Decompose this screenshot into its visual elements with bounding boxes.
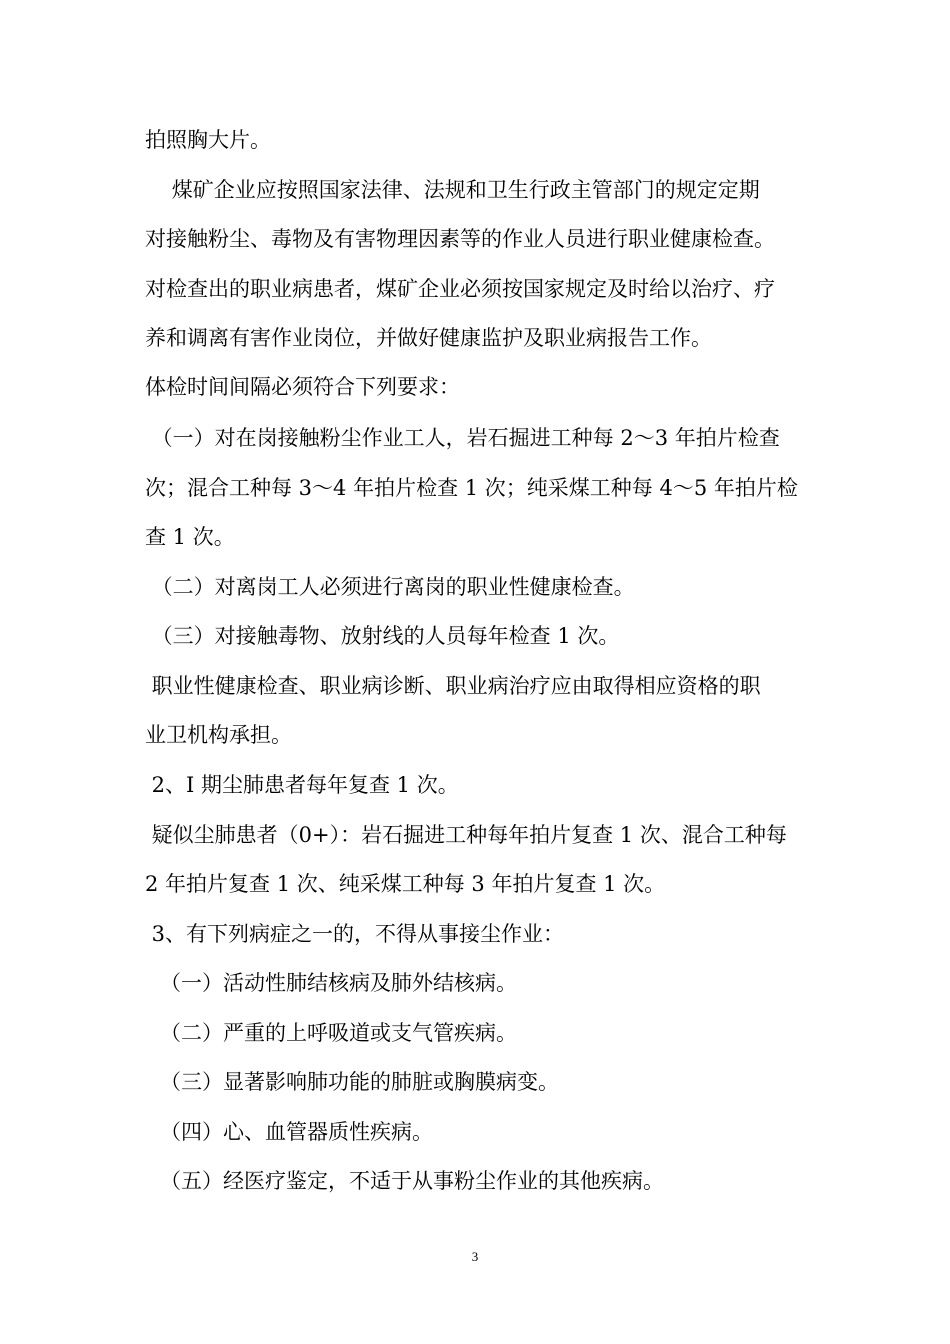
text-line: 煤矿企业应按照国家法律、法规和卫生行政主管部门的规定定期: [145, 178, 760, 202]
text-line: （三）显著影响肺功能的肺脏或胸膜病变。: [160, 1070, 559, 1094]
text-line: 对检查出的职业病患者，煤矿企业必须按国家规定及时给以治疗、疗: [145, 277, 775, 301]
text-line: 养和调离有害作业岗位，并做好健康监护及职业病报告工作。: [145, 326, 712, 350]
text-line: 职业性健康检查、职业病诊断、职业病治疗应由取得相应资格的职: [145, 674, 761, 698]
text-line: 3、有下列病症之一的，不得从事接尘作业：: [145, 922, 565, 946]
text-line: 2 年拍片复查 1 次、纯采煤工种每 3 年拍片复查 1 次。: [145, 872, 666, 896]
text-line: 疑似尘肺患者（0+）：岩石掘进工种每年拍片复查 1 次、混合工种每: [145, 823, 787, 847]
text-line: 拍照胸大片。: [145, 128, 271, 152]
text-line: （四）心、血管器质性疾病。: [160, 1120, 433, 1144]
text-line: （五）经医疗鉴定，不适于从事粉尘作业的其他疾病。: [160, 1169, 664, 1193]
text-line: 2、I 期尘肺患者每年复查 1 次。: [145, 773, 459, 797]
text-line: 业卫机构承担。: [145, 723, 292, 747]
text-line: 对接触粉尘、毒物及有害物理因素等的作业人员进行职业健康检查。: [145, 227, 775, 251]
text-line: （一）对在岗接触粉尘作业工人，岩石掘进工种每 2～3 年拍片检查: [145, 426, 780, 450]
page-number: 3: [471, 1249, 479, 1264]
text-line: （一）活动性肺结核病及肺外结核病。: [160, 971, 517, 995]
text-line: （三）对接触毒物、放射线的人员每年检查 1 次。: [145, 624, 620, 648]
text-line: （二）对离岗工人必须进行离岗的职业性健康检查。: [145, 575, 635, 599]
text-line: （二）严重的上呼吸道或支气管疾病。: [160, 1021, 517, 1045]
text-line: 体检时间间隔必须符合下列要求：: [145, 375, 460, 399]
text-line: 次；混合工种每 3～4 年拍片检查 1 次；纯采煤工种每 4～5 年拍片检: [145, 476, 798, 500]
text-line: 查 1 次。: [145, 525, 235, 549]
